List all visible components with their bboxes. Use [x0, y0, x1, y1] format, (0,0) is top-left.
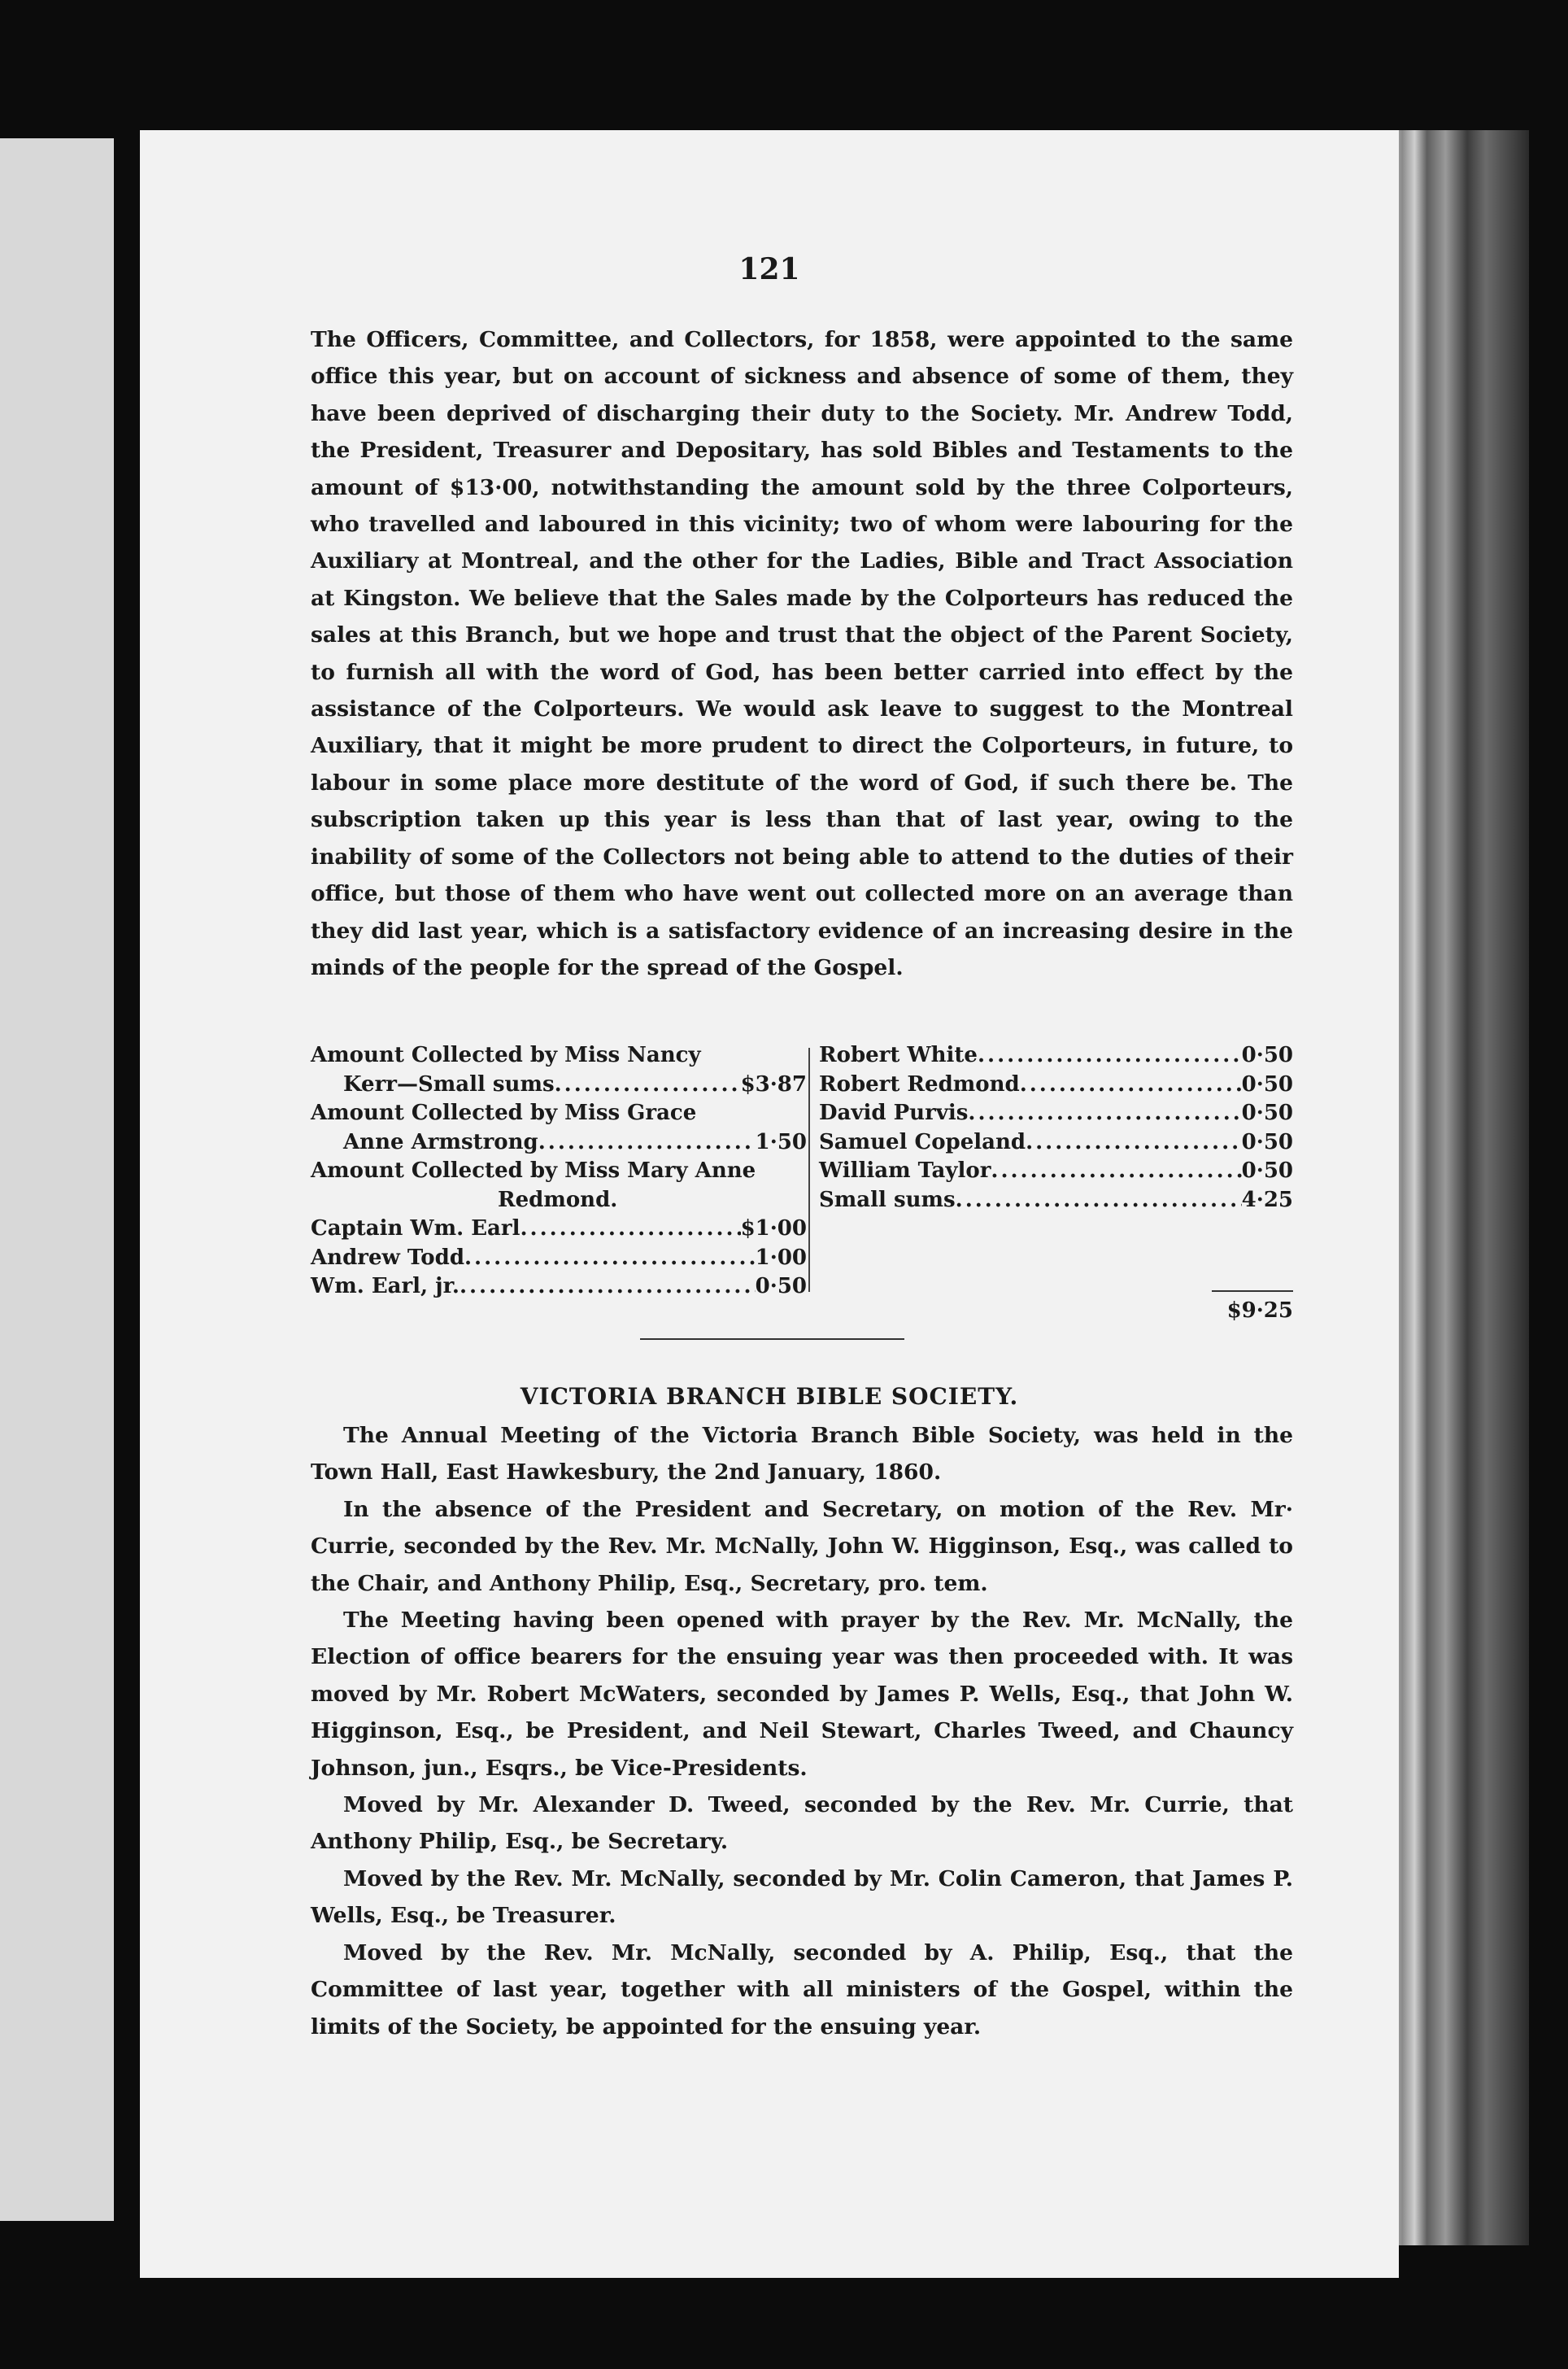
- report-paragraph: The Officers, Committee, and Collectors, for 1858, were appointed to the same office this year, but on account of sickness and absence of some of them, they have been deprived of discharging their duty to the Society. Mr. Andrew Todd, the President, Treasurer and Depositary, has sold Bibles and Testaments to the amount of $13·00, notwithstanding the amount sold by the three Colporteurs, who travelled and laboured in this vicinity; two of whom were labouring for the Auxiliary at Montreal, and the other for the Ladies, Bible and Tract Association at Kingston. We believe that the Sales made by the Colporteurs has reduced the sales at this Branch, but we hope and trust that the object of the Parent Society, to furnish all with the word of God, has been better carried into effect by the assistance of the Colporteurs. We would ask leave to suggest to the Montreal Auxiliary, that it might be more prudent to direct the Colporteurs, in future, to labour in some place more destitute of the word of God, if such there be. The subscription taken up this year is less than that of last year, owing to the inability of some of the Collectors not being able to attend to the duties of their office, but those of them who have went out collected more on an average than they did last year, which is a satisfactory evidence of an increasing desire in the minds of the people for the spread of the Gospel.: [311, 327, 1293, 980]
- row-amount: 0·50: [755, 1274, 807, 1298]
- row-amount: 0·50: [1241, 1071, 1293, 1097]
- leader-dots: [538, 1128, 756, 1158]
- leader-dots: [520, 1215, 740, 1244]
- page-number: 121: [738, 252, 800, 286]
- row-label: Amount Collected by Miss Nancy: [311, 1043, 701, 1067]
- leader-dots: [991, 1157, 1241, 1186]
- collection-row: [311, 1041, 807, 1071]
- row-amount: 1·00: [755, 1245, 807, 1270]
- row-amount: 0·50: [1241, 1101, 1293, 1125]
- row-label: Amount Collected by Miss Grace: [311, 1101, 697, 1125]
- collection-row: [311, 1186, 807, 1215]
- collection-row: [819, 1071, 1293, 1100]
- row-amount: 0·50: [1241, 1129, 1293, 1154]
- row-amount: 0·50: [1241, 1158, 1293, 1183]
- row-label: Robert Redmond: [819, 1071, 1020, 1097]
- leader-dots: [968, 1099, 1241, 1128]
- collection-row: [819, 1157, 1293, 1186]
- total-amount: $9·25: [1226, 1298, 1293, 1323]
- victoria-paragraph: The Meeting having been opened with prayer by the Rev. Mr. McNally, the Election of office bearers for the ensuing year was then proceeded with. It was moved by Mr. Robert McWaters, seconded by James P. Wells, Esq., that John W. Higginson, Esq., be President, and Neil Stewart, Charles Tweed, and Chauncy Johnson, jun., Esqrs., be Vice-Presidents.: [311, 1608, 1293, 1781]
- collection-row: [311, 1128, 807, 1158]
- leader-dots: [978, 1041, 1242, 1071]
- victoria-paragraph: In the absence of the President and Secretary, on motion of the Rev. Mr· Currie, seconded by the Rev. Mr. McNally, John W. Higginson, Esq., was called to the Chair, and Anthony Philip, Esq., Secretary, pro. tem.: [311, 1496, 1293, 1596]
- column-divider: [808, 1048, 810, 1292]
- leader-dots: [956, 1186, 1242, 1215]
- collection-row: [819, 1099, 1293, 1128]
- row-amount: $3·87: [740, 1071, 807, 1097]
- leader-dots: [464, 1244, 756, 1273]
- leader-dots: [460, 1272, 756, 1302]
- row-label: Andrew Todd: [311, 1245, 464, 1270]
- collections-right-column: [819, 1041, 1293, 1323]
- collection-row: [311, 1099, 807, 1128]
- collection-row: [311, 1157, 807, 1186]
- row-label: William Taylor: [819, 1158, 991, 1183]
- collection-row: [311, 1071, 807, 1100]
- victoria-paragraph: The Annual Meeting of the Victoria Branch Bible Society, was held in the Town Hall, East Hawkesbury, the 2nd January, 1860.: [311, 1423, 1293, 1486]
- victoria-text: [311, 1417, 1293, 2045]
- row-label: David Purvis: [819, 1101, 969, 1125]
- row-amount: 4·25: [1241, 1187, 1293, 1212]
- collection-row: [819, 1041, 1293, 1071]
- row-label: Amount Collected by Miss Mary Anne: [311, 1158, 756, 1183]
- collections-left-column: [311, 1041, 807, 1302]
- row-amount: 1·50: [755, 1129, 807, 1154]
- row-label: Redmond.: [498, 1187, 618, 1212]
- row-label: Samuel Copeland: [819, 1129, 1026, 1154]
- row-label: Small sums: [819, 1187, 956, 1212]
- section-title: VICTORIA BRANCH BIBLE SOCIETY.: [520, 1383, 1019, 1410]
- page: [140, 130, 1399, 2278]
- collection-row: [311, 1244, 807, 1273]
- victoria-paragraph: Moved by the Rev. Mr. McNally, seconded by A. Philip, Esq., that the Committee of last year, together with all ministers of the Gospel, within the limits of the Society, be appointed for the ensuing year.: [311, 1939, 1293, 2040]
- collection-row: [311, 1215, 807, 1244]
- row-amount: 0·50: [1241, 1043, 1293, 1067]
- collection-row: [819, 1128, 1293, 1158]
- row-label: Robert White: [819, 1043, 978, 1067]
- row-label: Anne Armstrong: [343, 1129, 538, 1154]
- leader-dots: [555, 1071, 741, 1100]
- row-amount: $1·00: [740, 1216, 807, 1241]
- row-label: Wm. Earl, jr.: [311, 1274, 460, 1298]
- collection-row: [819, 1186, 1293, 1215]
- victoria-paragraph: Moved by the Rev. Mr. McNally, seconded by Mr. Colin Cameron, that James P. Wells, Esq., be Treasurer.: [311, 1865, 1293, 1929]
- section-divider: [640, 1338, 904, 1340]
- victoria-paragraph: Moved by Mr. Alexander D. Tweed, seconded by the Rev. Mr. Currie, that Anthony Philip, Esq., be Secretary.: [311, 1792, 1293, 1855]
- leader-dots: [1026, 1128, 1242, 1158]
- left-page-edge: [0, 138, 114, 2221]
- row-label: Kerr—Small sums: [343, 1071, 555, 1097]
- leader-dots: [1020, 1071, 1242, 1100]
- total-rule: [1212, 1290, 1293, 1292]
- collection-row: [311, 1272, 807, 1302]
- collections-table: [311, 1041, 1293, 1323]
- row-label: Captain Wm. Earl: [311, 1216, 520, 1241]
